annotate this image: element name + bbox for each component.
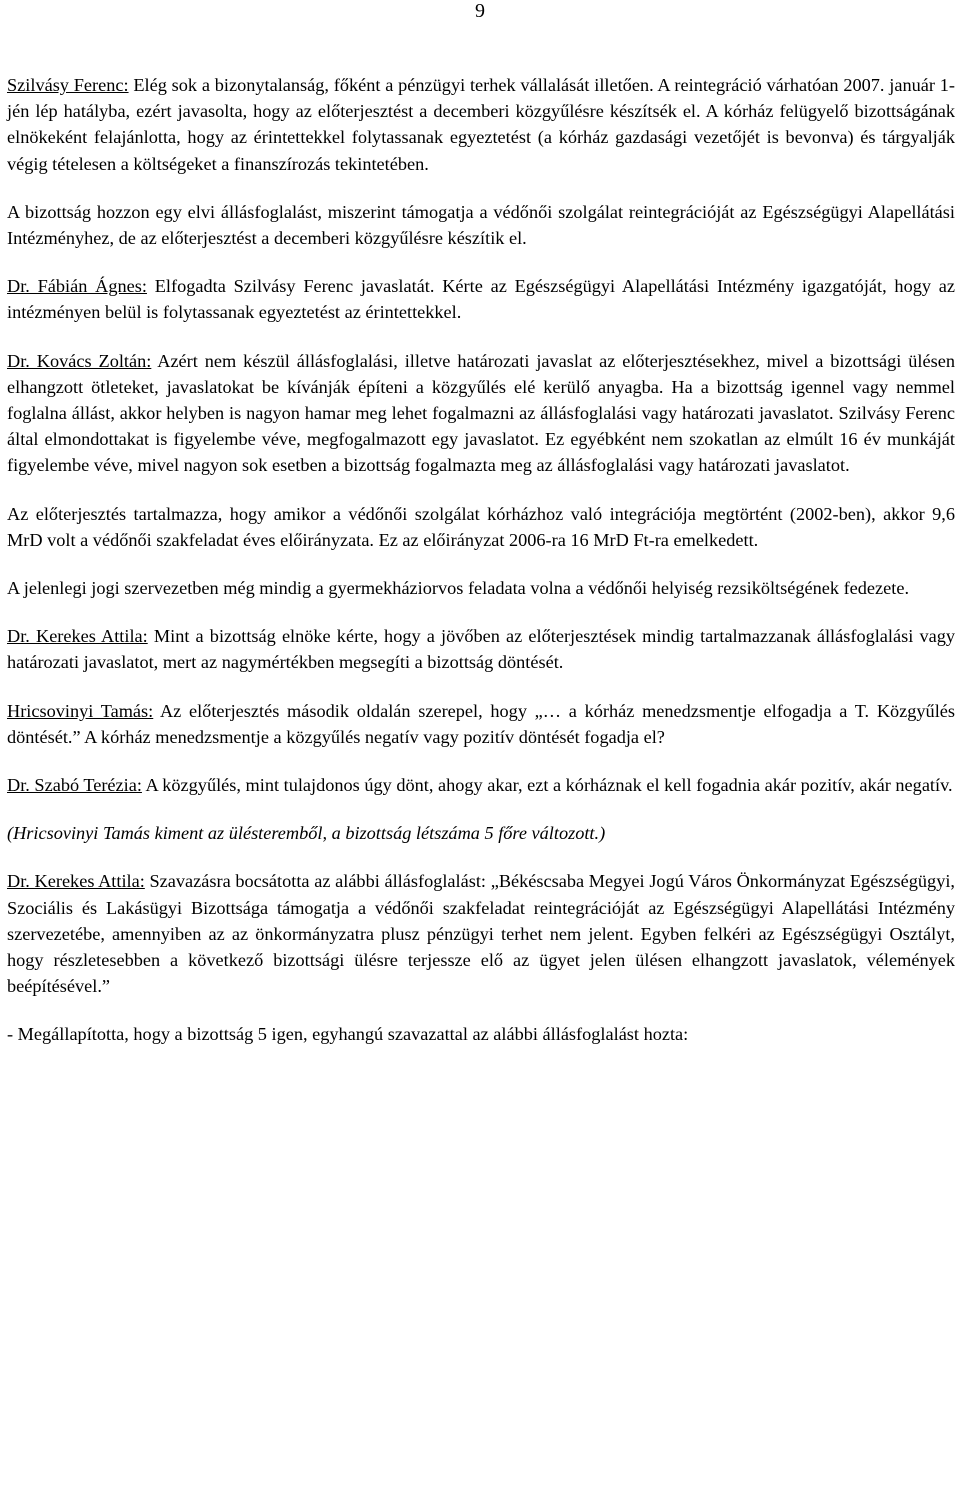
paragraph-hricsovinyi bbox=[7, 698, 955, 750]
paragraph-kerekes-2 bbox=[7, 868, 955, 999]
paragraph-text: A közgyűlés, mint tulajdonos úgy dönt, ahogy akar, ezt a kórháznak el kell fogadnia akár pozitív, akár negatív. bbox=[141, 775, 953, 796]
paragraph-text: - Megállapította, hogy a bizottság 5 igen, egyhangú szavazattal az alábbi állásfoglalást hozta: bbox=[7, 1024, 689, 1045]
paragraph-kovacs bbox=[7, 348, 955, 479]
paragraph-text: Az előterjesztés második oldalán szerepel, hogy „… a kórház menedzsmentje elfogadja a T. Közgyűlés döntését.” A kórház menedzsmentje a közgyűlés negatív vagy pozitív döntését fogadja el? bbox=[7, 700, 956, 747]
page-number: 9 bbox=[475, 0, 485, 22]
paragraph-text: A jelenlegi jogi szervezetben még mindig a gyermekháziorvos feladata volna a védőnői helyiség rezsiköltségének fedezete. bbox=[7, 578, 910, 599]
paragraph-bizottsag-allasfoglalas bbox=[7, 199, 955, 251]
speaker-name: Dr. Kerekes Attila: bbox=[7, 626, 148, 647]
paragraph-text: Elfogadta Szilvásy Ferenc javaslatát. Kérte az Egészségügyi Alapellátási Intézmény igazgatóját, hogy az intézményen belül is folytassanak egyeztetést az érintettekkel. bbox=[7, 276, 956, 323]
paragraph-text: Mint a bizottság elnöke kérte, hogy a jövőben az előterjesztések mindig tartalmazzanak állásfoglalási vagy határozati javaslatot, mert az nagymértékben megsegíti a bizottság döntését. bbox=[7, 626, 955, 673]
paragraph-szabo bbox=[7, 772, 955, 798]
paragraph-text: (Hricsovinyi Tamás kiment az ülésteremből, a bizottság létszáma 5 főre változott.) bbox=[7, 823, 606, 844]
paragraph-fabian bbox=[7, 273, 955, 325]
paragraph-text: Szavazásra bocsátotta az alábbi állásfoglalást: „Békéscsaba Megyei Jogú Város Önkormányzat Egészségügyi, Szociális és Lakásügyi Bizottsága támogatja a védőnői szakfeladat reintegrációját az Egészségügyi Alapellátási Intézmény szervezetébe, amennyiben az az önkormányzatra plusz pénzügyi terhet nem jelent. Egyben felkéri az Egészségügyi Osztályt, hogy részletesebben a következő bizottsági ülésre terjessze elő az ügyet jelen ülésen elhangzott javaslatok, vélemények beépítésével.” bbox=[7, 871, 955, 997]
paragraph-szilvasy bbox=[7, 72, 955, 177]
paragraph-eloterjesztes bbox=[7, 501, 955, 553]
paragraph-note-italic bbox=[7, 820, 955, 846]
document-body bbox=[7, 72, 955, 1048]
speaker-name: Dr. Kerekes Attila: bbox=[7, 871, 145, 892]
paragraph-jogi-szervezet bbox=[7, 575, 955, 601]
paragraph-text: Az előterjesztés tartalmazza, hogy amikor a védőnői szolgálat kórházhoz való integrációja megtörtént (2002-ben), akkor 9,6 MrD volt a védőnői szakfeladat éves előirányzata. Ez az előirányzat 2006-ra 16 MrD Ft-ra emelkedett. bbox=[7, 503, 955, 550]
paragraph-kerekes-1 bbox=[7, 623, 955, 675]
speaker-name: Dr. Szabó Terézia: bbox=[7, 775, 142, 796]
paragraph-text: A bizottság hozzon egy elvi állásfoglalást, miszerint támogatja a védőnői szolgálat reintegrációját az Egészségügyi Alapellátási Intézményhez, de az előterjesztést a decemberi közgyűlésre készítik el. bbox=[7, 201, 955, 249]
speaker-name: Hricsovinyi Tamás: bbox=[7, 700, 154, 721]
paragraph-megallapitotta bbox=[7, 1021, 955, 1047]
speaker-name: Dr. Fábián Ágnes: bbox=[7, 276, 147, 297]
paragraph-text: Azért nem készül állásfoglalási, illetve határozati javaslat az előterjesztésekhez, mivel a bizottsági ülésen elhangzott ötleteket, javaslatokat be kívánják építeni a közgyűlés elé kerülő anyagba. Ha a bizottság igennel vagy nemmel foglalna állást, akkor helyben is nagyon hamar meg lehet fogalmazni az állásfoglalási vagy határozati javaslatot. Szilvásy Ferenc által elmondottakat is figyelembe véve, megfogalmazott egy javaslatot. Ez egyébként nem szokatlan az elmúlt 16 év munkáját figyelembe véve, mivel nagyon sok esetben a bizottság fogalmazta meg az állásfoglalási vagy határozati javaslatot. bbox=[7, 350, 955, 476]
speaker-name: Szilvásy Ferenc: bbox=[7, 75, 129, 95]
paragraph-text: Elég sok a bizonytalanság, főként a pénzügyi terhek vállalását illetően. A reintegráció várhatóan 2007. január 1-jén lép hatályba, ezért javasolta, hogy az előterjesztést a decemberi közgyűlésre készítsék el. A kórház felügyelő bizottságának elnökeként felajánlotta, hogy az érintettekkel folytassanak egyeztetést (a kórház gazdasági vezetőjét is bevonva) és tárgyalják végig tételesen a költségeket a finanszírozás tekintetében. bbox=[7, 75, 955, 174]
speaker-name: Dr. Kovács Zoltán: bbox=[7, 350, 152, 371]
